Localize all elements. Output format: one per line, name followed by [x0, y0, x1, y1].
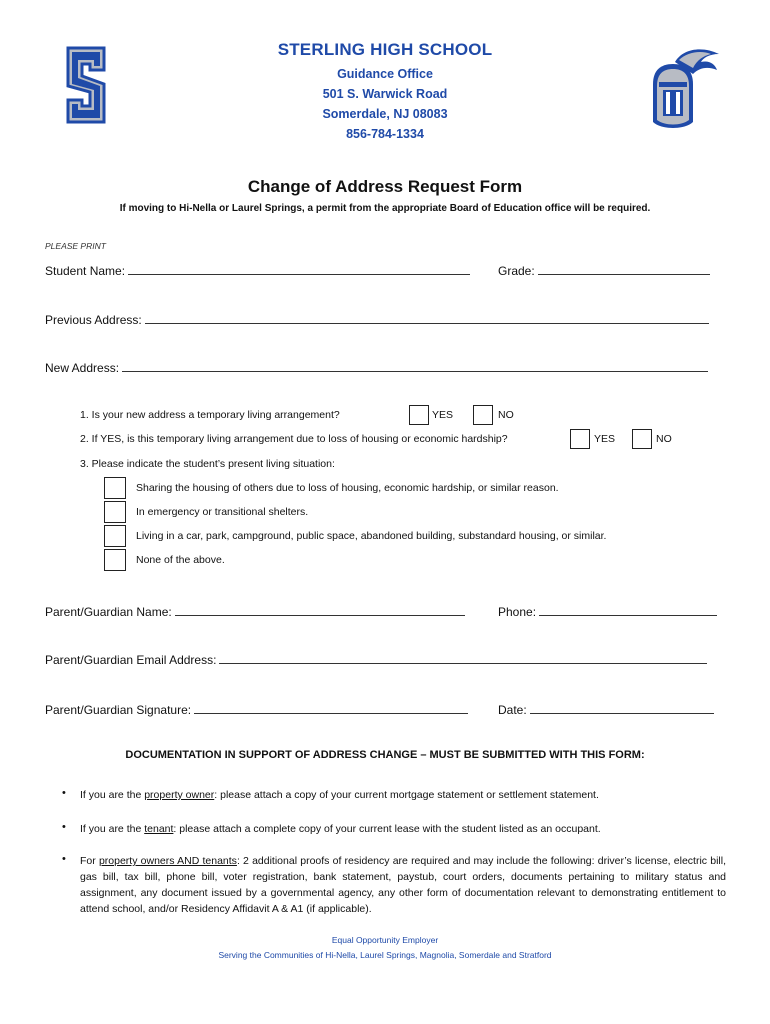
q1-yes-checkbox[interactable] — [409, 405, 429, 425]
footer-eoe: Equal Opportunity Employer — [331, 935, 439, 945]
situation-option-1-checkbox[interactable] — [104, 477, 126, 499]
situation-option-2-checkbox[interactable] — [104, 501, 126, 523]
question-2: 2. If YES, is this temporary living arrangement due to loss of housing or economic hardship? — [80, 433, 508, 445]
date-line[interactable] — [530, 702, 714, 714]
date-label: Date: — [498, 703, 527, 717]
new-address-line[interactable] — [122, 360, 708, 372]
new-address-label: New Address: — [45, 361, 120, 375]
previous-address-field[interactable] — [45, 312, 709, 327]
situation-option-4-checkbox[interactable] — [104, 549, 126, 571]
phone-label: Phone: — [498, 605, 537, 619]
doc-bullet-owner-term: property owner — [144, 789, 215, 801]
doc-bullet-tenant-term: tenant — [144, 823, 174, 835]
parent-name-line[interactable] — [175, 604, 465, 616]
doc-bullet-tenant-pre: If you are the — [80, 823, 145, 835]
city-state-zip: Somerdale, NJ 08083 — [322, 107, 448, 121]
school-name: STERLING HIGH SCHOOL — [277, 40, 493, 59]
doc-bullet-owner-pre: If you are the — [80, 789, 145, 801]
form-subtitle: If moving to Hi-Nella or Laurel Springs, a permit from the appropriate Board of Education office will be required. — [119, 203, 651, 214]
parent-name-field[interactable] — [45, 604, 465, 619]
doc-bullet-both-post: : 2 additional proofs of residency are required and may include the following: driver’s license, electric bill, gas bill, tax bill, phone bill, voter registration, bank statement, paystub, court orders, documents pertaining to military status and assignment, any document issued by a governmental agency, any other form of documentation relevant to demonstrating entitlement to attend school, and/or Residency Affidavit A & A1 (if applicable). — [80, 855, 726, 915]
situation-option-1-label: Sharing the housing of others due to loss of housing, economic hardship, or similar reason. — [136, 482, 559, 494]
phone-number: 856-784-1334 — [346, 127, 424, 141]
grade-field[interactable] — [498, 263, 710, 278]
footer-communities: Serving the Communities of Hi-Nella, Laurel Springs, Magnolia, Somerdale and Stratford — [218, 950, 552, 960]
situation-option-4-label: None of the above. — [136, 554, 225, 566]
situation-option-3-checkbox[interactable] — [104, 525, 126, 547]
parent-signature-line[interactable] — [194, 702, 468, 714]
doc-bullet-tenant-post: : please attach a complete copy of your current lease with the student listed as an occupant. — [173, 823, 601, 835]
q1-no-checkbox[interactable] — [473, 405, 493, 425]
phone-line[interactable] — [539, 604, 717, 616]
parent-signature-field[interactable] — [45, 702, 468, 717]
q1-yes-label: YES — [432, 409, 454, 421]
situation-option-3-label: Living in a car, park, campground, public space, abandoned building, substandard housing, or similar. — [136, 530, 607, 542]
student-name-field[interactable] — [45, 263, 470, 278]
new-address-field[interactable] — [45, 360, 708, 375]
question-3: 3. Please indicate the student’s present living situation: — [80, 458, 335, 470]
doc-bullet-owner-post: : please attach a copy of your current mortgage statement or settlement statement. — [214, 789, 599, 801]
date-field[interactable] — [498, 702, 714, 717]
doc-bullet-both — [80, 853, 726, 917]
please-print-note: PLEASE PRINT — [45, 241, 106, 251]
grade-label: Grade: — [498, 264, 535, 278]
doc-bullet-tenant — [80, 821, 730, 837]
student-name-label: Student Name: — [45, 264, 126, 278]
q2-no-label: NO — [656, 433, 672, 445]
parent-signature-label: Parent/Guardian Signature: — [45, 703, 192, 717]
bullet-1: • — [62, 787, 66, 799]
q2-yes-checkbox[interactable] — [570, 429, 590, 449]
previous-address-line[interactable] — [145, 312, 709, 324]
parent-email-label: Parent/Guardian Email Address: — [45, 653, 217, 667]
parent-email-field[interactable] — [45, 652, 707, 667]
grade-line[interactable] — [538, 263, 710, 275]
q2-no-checkbox[interactable] — [632, 429, 652, 449]
situation-option-2-label: In emergency or transitional shelters. — [136, 506, 309, 518]
bullet-2: • — [62, 821, 66, 833]
doc-bullet-owner — [80, 787, 730, 803]
phone-field[interactable] — [498, 604, 717, 619]
q1-no-label: NO — [498, 409, 514, 421]
office-name: Guidance Office — [337, 67, 433, 81]
parent-email-line[interactable] — [219, 652, 707, 664]
previous-address-label: Previous Address: — [45, 313, 142, 327]
doc-bullet-both-term: property owners AND tenants — [98, 855, 237, 867]
parent-name-label: Parent/Guardian Name: — [45, 605, 172, 619]
documentation-heading: DOCUMENTATION IN SUPPORT OF ADDRESS CHANGE – MUST BE SUBMITTED WITH THIS FORM: — [125, 749, 645, 761]
q2-yes-label: YES — [594, 433, 616, 445]
form-title: Change of Address Request Form — [247, 177, 523, 196]
bullet-3: • — [62, 853, 66, 865]
doc-bullet-both-pre: For — [80, 855, 99, 867]
street-address: 501 S. Warwick Road — [322, 87, 448, 101]
question-1: 1. Is your new address a temporary living arrangement? — [80, 409, 340, 421]
student-name-line[interactable] — [128, 263, 470, 275]
